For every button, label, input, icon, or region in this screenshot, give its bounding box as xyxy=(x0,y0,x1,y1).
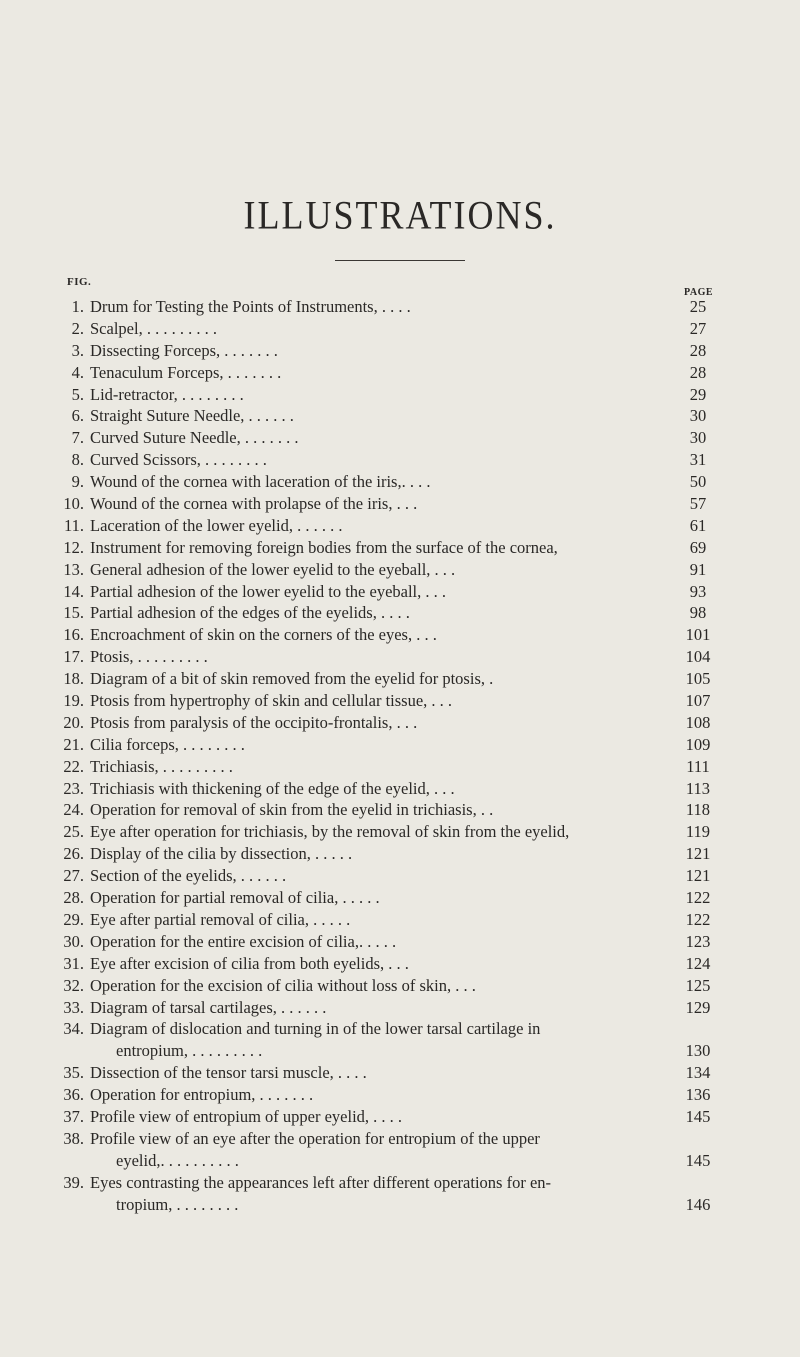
figure-caption xyxy=(90,668,640,690)
caption-line: Cilia forceps, . . . . . . . . xyxy=(90,734,245,754)
caption-line: Operation for removal of skin from the eyelid in trichiasis, . . xyxy=(90,800,494,820)
figure-caption xyxy=(90,843,640,865)
figure-caption xyxy=(90,362,640,384)
page-number: 134 xyxy=(685,1063,711,1083)
figure-number: 18. xyxy=(63,669,84,689)
list-item xyxy=(0,668,800,690)
caption-line-continued: tropium, . . . . . . . . xyxy=(116,1194,239,1214)
list-item xyxy=(0,602,800,624)
figure-caption xyxy=(90,449,640,471)
figure-number: 33. xyxy=(63,997,84,1017)
figure-number: 5. xyxy=(71,384,84,404)
caption-line: Dissecting Forceps, . . . . . . . xyxy=(90,340,278,360)
figure-number: 11. xyxy=(63,515,84,535)
list-item xyxy=(0,1106,800,1128)
caption-line: Tenaculum Forceps, . . . . . . . xyxy=(90,362,282,382)
caption-line: Section of the eyelids, . . . . . . xyxy=(90,866,287,886)
list-item xyxy=(0,581,800,603)
page-number: 130 xyxy=(685,1041,711,1061)
figure-caption xyxy=(90,296,640,318)
figure-caption xyxy=(90,559,640,581)
caption-line: Ptosis from hypertrophy of skin and cellular tissue, . . . xyxy=(90,691,453,711)
page-number: 145 xyxy=(685,1106,711,1126)
caption-line: Diagram of tarsal cartilages, . . . . . . xyxy=(90,997,327,1017)
figure-caption xyxy=(90,756,640,778)
figure-number: 7. xyxy=(71,428,84,448)
figure-caption xyxy=(90,515,640,537)
figure-caption xyxy=(90,690,640,712)
list-item xyxy=(0,778,800,800)
figure-number: 21. xyxy=(63,734,84,754)
list-item xyxy=(0,799,800,821)
list-item xyxy=(0,1018,800,1062)
caption-line: Wound of the cornea with laceration of the iris,. . . . xyxy=(90,472,431,492)
caption-line: Operation for entropium, . . . . . . . xyxy=(90,1085,314,1105)
page-number: 28 xyxy=(689,362,707,382)
figure-number: 32. xyxy=(63,975,84,995)
list-item xyxy=(0,887,800,909)
figure-caption xyxy=(90,821,640,843)
page-number: 129 xyxy=(685,997,711,1017)
list-item xyxy=(0,493,800,515)
page-number: 93 xyxy=(689,581,707,601)
figure-caption xyxy=(90,471,640,493)
figure-number: 30. xyxy=(63,931,84,951)
caption-line: Diagram of a bit of skin removed from the eyelid for ptosis, . xyxy=(90,669,494,689)
list-item xyxy=(0,1062,800,1084)
page-number: 61 xyxy=(689,515,707,535)
page-column-header: PAGE xyxy=(684,287,714,298)
list-item xyxy=(0,515,800,537)
list-item xyxy=(0,340,800,362)
title-rule xyxy=(335,260,465,261)
page-number: 105 xyxy=(685,669,711,689)
caption-line-continued: eyelid,. . . . . . . . . . xyxy=(116,1150,239,1170)
caption-line: Eyes contrasting the appearances left after different operations for en- xyxy=(90,1172,552,1192)
page-number: 98 xyxy=(689,603,707,623)
caption-line: Operation for partial removal of cilia, . . . . . xyxy=(90,888,380,908)
figure-number: 9. xyxy=(71,472,84,492)
caption-line: Eye after partial removal of cilia, . . . . . xyxy=(90,909,351,929)
figure-number: 1. xyxy=(71,297,84,316)
caption-line: Straight Suture Needle, . . . . . . xyxy=(90,406,294,426)
caption-line: Trichiasis with thickening of the edge of the eyelid, . . . xyxy=(90,778,455,798)
list-item xyxy=(0,296,800,318)
page-title: ILLUSTRATIONS. xyxy=(243,192,557,238)
figure-number: 35. xyxy=(63,1063,84,1083)
figure-caption xyxy=(90,427,640,449)
figure-number: 16. xyxy=(63,625,84,645)
page-number: 25 xyxy=(689,297,707,316)
figure-caption xyxy=(90,975,640,997)
caption-line: Curved Scissors, . . . . . . . . xyxy=(90,450,267,470)
figure-caption xyxy=(90,953,640,975)
page-number: 108 xyxy=(685,712,711,732)
list-item xyxy=(0,362,800,384)
page-number: 28 xyxy=(689,340,707,360)
figure-caption xyxy=(90,602,640,624)
figure-number: 29. xyxy=(63,909,84,929)
figure-caption xyxy=(90,997,640,1019)
figure-caption xyxy=(90,799,640,821)
figure-caption xyxy=(90,1062,640,1084)
caption-line: Laceration of the lower eyelid, . . . . . . xyxy=(90,515,343,535)
figure-caption xyxy=(90,537,640,559)
illustrations-list xyxy=(0,296,800,1215)
fig-column-header: FIG. xyxy=(67,276,92,288)
figure-caption xyxy=(90,493,640,515)
list-item xyxy=(0,734,800,756)
figure-caption xyxy=(90,624,640,646)
caption-line: Ptosis, . . . . . . . . . xyxy=(90,647,208,667)
caption-line: Drum for Testing the Points of Instruments, . . . . xyxy=(90,297,411,316)
page-number: 107 xyxy=(685,691,711,711)
caption-line-continued: entropium, . . . . . . . . . xyxy=(116,1041,263,1061)
list-item xyxy=(0,427,800,449)
page-number: 118 xyxy=(685,800,711,820)
figure-number: 3. xyxy=(71,340,84,360)
figure-number: 8. xyxy=(71,450,84,470)
caption-line: Operation for the entire excision of cilia,. . . . . xyxy=(90,931,397,951)
list-item xyxy=(0,559,800,581)
figure-number: 15. xyxy=(63,603,84,623)
list-item xyxy=(0,865,800,887)
figure-number: 37. xyxy=(63,1106,84,1126)
list-item xyxy=(0,449,800,471)
page-number: 111 xyxy=(686,756,710,776)
figure-number: 19. xyxy=(63,691,84,711)
page-number: 145 xyxy=(685,1150,711,1170)
figure-caption xyxy=(90,384,640,406)
caption-line: Profile view of an eye after the operation for entropium of the upper xyxy=(90,1128,540,1148)
list-item xyxy=(0,953,800,975)
page-number: 109 xyxy=(685,734,711,754)
page-number: 31 xyxy=(689,450,707,470)
page-number: 91 xyxy=(689,559,707,579)
page-number: 104 xyxy=(685,647,711,667)
figure-caption xyxy=(90,734,640,756)
figure-number: 39. xyxy=(63,1172,84,1192)
list-item xyxy=(0,843,800,865)
figure-number: 10. xyxy=(63,494,84,514)
page-number: 30 xyxy=(689,406,707,426)
page-number: 125 xyxy=(685,975,711,995)
figure-caption xyxy=(90,1106,640,1128)
page-number: 57 xyxy=(689,494,707,514)
caption-line: Lid-retractor, . . . . . . . . xyxy=(90,384,244,404)
caption-line: Operation for the excision of cilia without loss of skin, . . . xyxy=(90,975,476,995)
caption-line: Partial adhesion of the edges of the eyelids, . . . . xyxy=(90,603,410,623)
figure-caption xyxy=(90,1128,640,1172)
figure-number: 24. xyxy=(63,800,84,820)
list-item xyxy=(0,821,800,843)
figure-caption xyxy=(90,340,640,362)
page-number: 101 xyxy=(685,625,711,645)
figure-caption xyxy=(90,405,640,427)
caption-line: Trichiasis, . . . . . . . . . xyxy=(90,756,233,776)
figure-number: 28. xyxy=(63,888,84,908)
caption-line: Partial adhesion of the lower eyelid to the eyeball, . . . xyxy=(90,581,447,601)
page-number: 122 xyxy=(685,909,711,929)
list-item xyxy=(0,646,800,668)
list-item xyxy=(0,997,800,1019)
page-number: 29 xyxy=(689,384,707,404)
figure-number: 38. xyxy=(63,1128,84,1148)
caption-line: Diagram of dislocation and turning in of the lower tarsal cartilage in xyxy=(90,1019,541,1039)
caption-line: Profile view of entropium of upper eyelid, . . . . xyxy=(90,1106,403,1126)
figure-number: 4. xyxy=(71,362,84,382)
figure-caption xyxy=(90,1018,640,1062)
list-item xyxy=(0,690,800,712)
page-number: 50 xyxy=(689,472,707,492)
figure-number: 17. xyxy=(63,647,84,667)
page-number: 136 xyxy=(685,1085,711,1105)
caption-line: Eye after excision of cilia from both eyelids, . . . xyxy=(90,953,409,973)
caption-line: Eye after operation for trichiasis, by the removal of skin from the eyelid, xyxy=(90,822,570,842)
page-number: 123 xyxy=(685,931,711,951)
figure-number: 6. xyxy=(71,406,84,426)
list-item xyxy=(0,756,800,778)
page-number: 121 xyxy=(685,844,711,864)
figure-number: 12. xyxy=(63,537,84,557)
figure-number: 2. xyxy=(71,318,84,338)
list-item xyxy=(0,1172,800,1216)
list-item xyxy=(0,712,800,734)
page-number: 119 xyxy=(685,822,711,842)
page-number: 122 xyxy=(685,888,711,908)
figure-number: 22. xyxy=(63,756,84,776)
figure-caption xyxy=(90,909,640,931)
page-number: 146 xyxy=(685,1194,711,1214)
list-item xyxy=(0,931,800,953)
list-item xyxy=(0,909,800,931)
figure-caption xyxy=(90,865,640,887)
list-item xyxy=(0,318,800,340)
caption-line: Encroachment of skin on the corners of the eyes, . . . xyxy=(90,625,437,645)
page-number: 30 xyxy=(689,428,707,448)
figure-number: 26. xyxy=(63,844,84,864)
page-number: 69 xyxy=(689,537,707,557)
list-item xyxy=(0,471,800,493)
figure-caption xyxy=(90,712,640,734)
caption-line: Curved Suture Needle, . . . . . . . xyxy=(90,428,299,448)
caption-line: Scalpel, . . . . . . . . . xyxy=(90,318,217,338)
list-item xyxy=(0,624,800,646)
list-item xyxy=(0,1128,800,1172)
figure-caption xyxy=(90,931,640,953)
figure-caption xyxy=(90,646,640,668)
figure-number: 13. xyxy=(63,559,84,579)
list-item xyxy=(0,975,800,997)
page-number: 121 xyxy=(685,866,711,886)
list-item xyxy=(0,537,800,559)
caption-line: Instrument for removing foreign bodies from the surface of the cornea, xyxy=(90,537,558,557)
figure-number: 25. xyxy=(63,822,84,842)
figure-number: 20. xyxy=(63,712,84,732)
page-number: 124 xyxy=(685,953,711,973)
figure-caption xyxy=(90,1084,640,1106)
list-item xyxy=(0,384,800,406)
figure-caption xyxy=(90,1172,640,1216)
caption-line: Dissection of the tensor tarsi muscle, . . . . xyxy=(90,1063,367,1083)
figure-number: 27. xyxy=(63,866,84,886)
figure-caption xyxy=(90,887,640,909)
page-number: 27 xyxy=(689,318,707,338)
page-number: 113 xyxy=(685,778,711,798)
caption-line: Ptosis from paralysis of the occipito-frontalis, . . . xyxy=(90,712,418,732)
figure-number: 34. xyxy=(63,1019,84,1039)
figure-number: 36. xyxy=(63,1085,84,1105)
list-item xyxy=(0,1084,800,1106)
caption-line: Wound of the cornea with prolapse of the iris, . . . xyxy=(90,494,418,514)
caption-line: Display of the cilia by dissection, . . . . . xyxy=(90,844,353,864)
caption-line: General adhesion of the lower eyelid to the eyeball, . . . xyxy=(90,559,456,579)
figure-caption xyxy=(90,581,640,603)
figure-number: 23. xyxy=(63,778,84,798)
list-item xyxy=(0,405,800,427)
figure-caption xyxy=(90,778,640,800)
figure-number: 14. xyxy=(63,581,84,601)
figure-number: 31. xyxy=(63,953,84,973)
figure-caption xyxy=(90,318,640,340)
